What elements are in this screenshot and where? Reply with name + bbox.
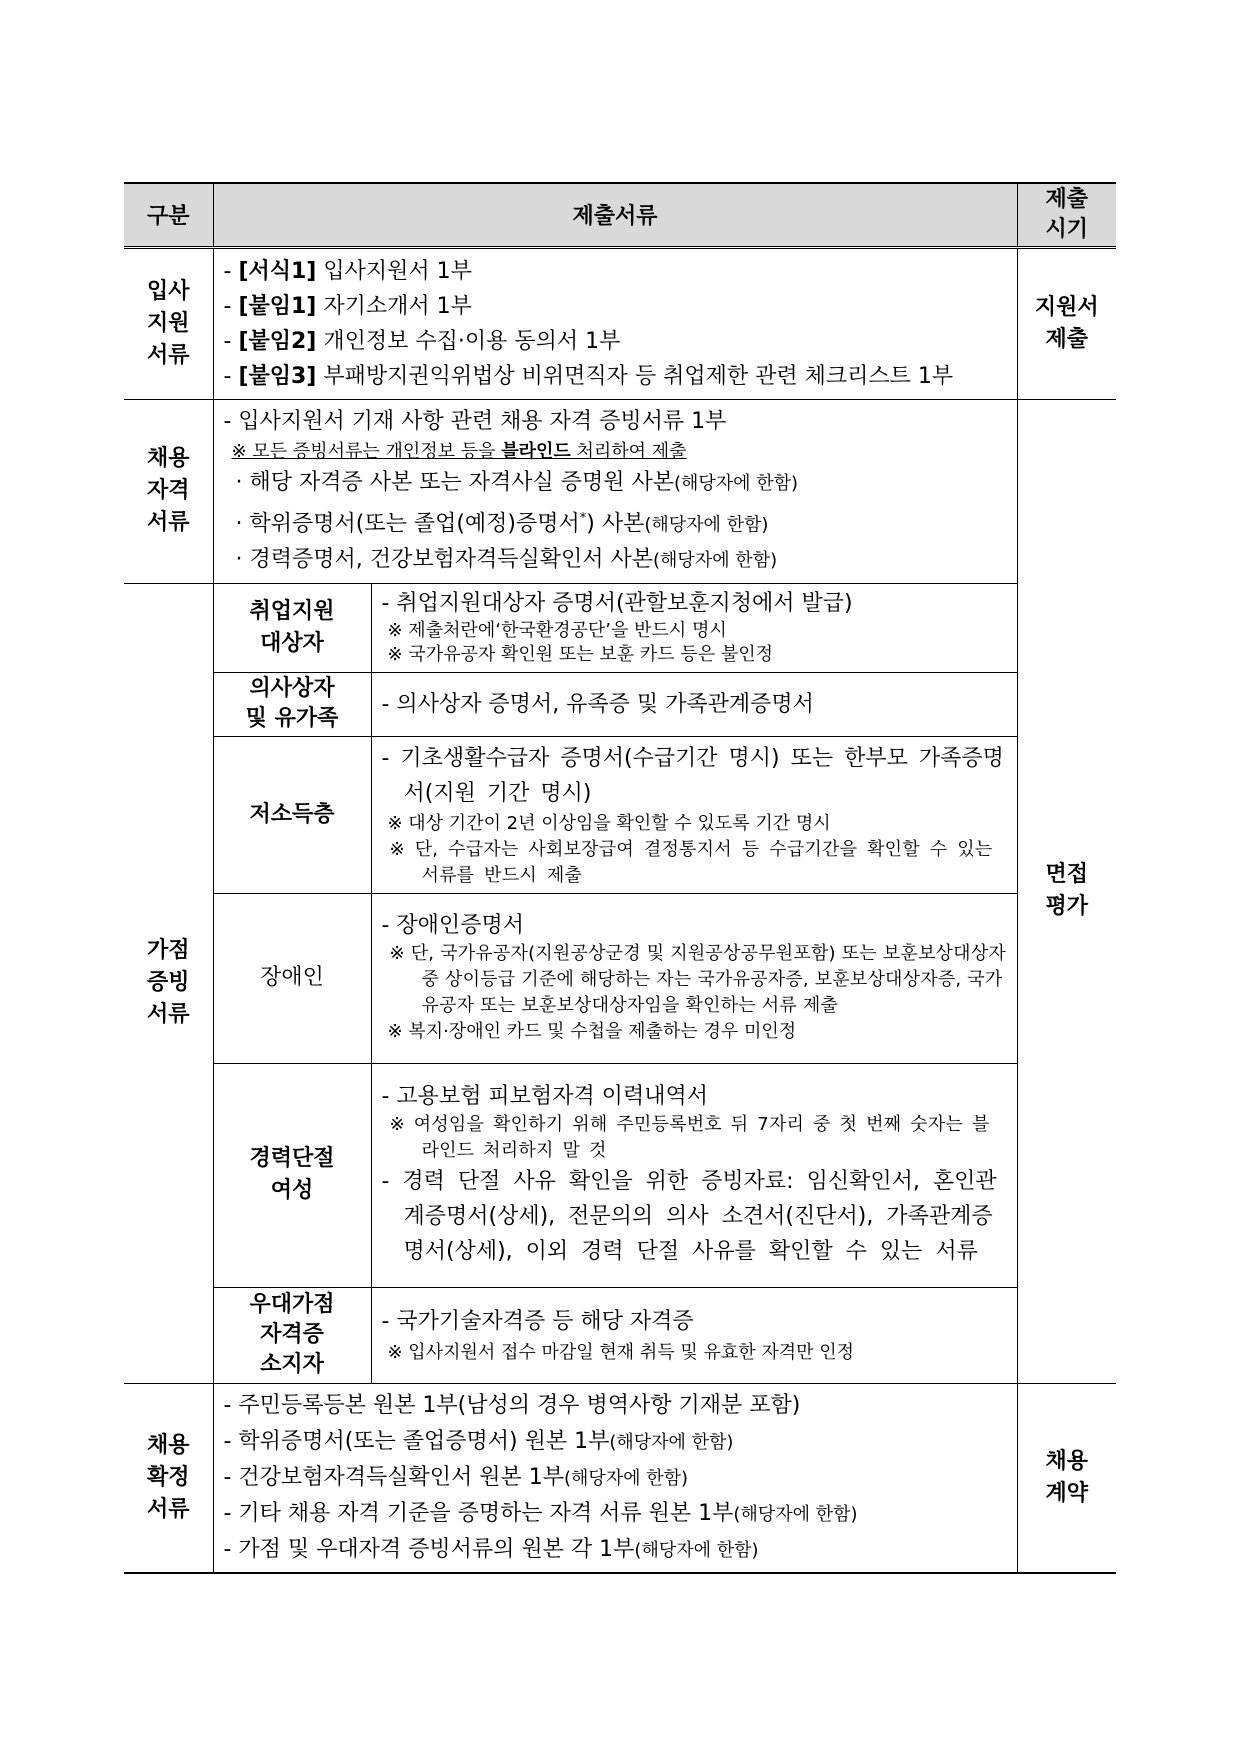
list-item: - 주민등록등본 원본 1부(남성의 경우 병역사항 기재분 포함) <box>223 1392 801 1418</box>
list-item: - 건강보험자격득실확인서 원본 1부(해당자에 한함) <box>223 1464 689 1490</box>
timing-application: 지원서 제출 <box>1017 247 1116 399</box>
table-row <box>124 1287 1116 1383</box>
application-docs <box>213 247 1017 399</box>
list-item: · 경력증명서, 건강보험자격득실확인서 사본(해당자에 한함) <box>235 547 778 573</box>
table-row <box>124 1063 1116 1287</box>
subcat-employment-support: 취업지원 대상자 <box>213 583 371 672</box>
table-row <box>124 247 1116 399</box>
table-row <box>124 583 1116 672</box>
list-item: - [서식1] 입사지원서 1부 <box>223 258 472 284</box>
subcat-career-break: 경력단절 여성 <box>213 1063 371 1287</box>
list-item: - 취업지원대상자 증명서(관할보훈지청에서 발급) <box>381 590 853 616</box>
category-bonus: 가점 증빙 서류 <box>124 583 213 1383</box>
table-row <box>124 672 1116 736</box>
list-item: - [붙임1] 자기소개서 1부 <box>223 293 472 319</box>
list-item: - 입사지원서 기재 사항 관련 채용 자격 증빙서류 1부 <box>223 408 727 434</box>
header-timing: 제출 시기 <box>1017 183 1116 247</box>
table-row <box>124 736 1116 893</box>
header-documents: 제출서류 <box>213 183 1017 247</box>
note: ※ 여성임을 확인하기 위해 주민등록번호 뒤 7자리 중 첫 번째 숫자는 블라인드 처리하지 말 것 <box>389 1113 990 1161</box>
subcat-disabled: 장애인 <box>213 893 371 1063</box>
note: ※ 제출처란에‘한국환경공단’을 반드시 명시 <box>387 619 727 641</box>
table-header-row <box>124 183 1116 247</box>
list-item: - 기타 채용 자격 기준을 증명하는 자격 서류 원본 1부(해당자에 한함) <box>223 1500 858 1526</box>
list-item: - 기초생활수급자 증명서(수급기간 명시) 또는 한부모 가족증명서(지원 기간 명시) <box>381 745 1004 806</box>
category-qualification: 채용 자격 서류 <box>124 399 213 583</box>
note: ※ 대상 기간이 2년 이상임을 확인할 수 있도록 기간 명시 <box>387 812 831 834</box>
list-item: · 해당 자격증 사본 또는 자격사실 증명원 사본(해당자에 한함) <box>235 469 799 495</box>
disabled-docs <box>371 893 1017 1063</box>
table-row <box>124 893 1116 1063</box>
list-item: - [붙임3] 부패방지권익위법상 비위면직자 등 취업제한 관련 체크리스트 1부 <box>223 363 954 389</box>
note: ※ 입사지원서 접수 마감일 현재 취득 및 유효한 자격만 인정 <box>387 1341 854 1363</box>
martyr-docs <box>371 672 1017 736</box>
confirmation-docs <box>213 1383 1017 1573</box>
note: ※ 국가유공자 확인원 또는 보훈 카드 등은 불인정 <box>387 643 774 665</box>
category-confirmation: 채용 확정 서류 <box>124 1383 213 1573</box>
list-item: - 경력 단절 사유 확인을 위한 증빙자료: 임신확인서, 혼인관계증명서(상세), 전문의의 의사 소견서(진단서), 가족관계증명서(상세), 이외 경력 단절 사유를 확인할 수 있는 서류 <box>381 1168 997 1264</box>
note: ※ 단, 국가유공자(지원공상군경 및 지원공상공무원포함) 또는 보훈보상대상자 중 상이등급 기준에 해당하는 자는 국가유공자증, 보훈보상대상자증, 국가유공자 또는 보훈보상대상자임을 확인하는 서류 제출 <box>389 943 1006 1016</box>
header-category: 구분 <box>124 183 213 247</box>
low-income-docs <box>371 736 1017 893</box>
subcat-martyr: 의사상자 및 유가족 <box>213 672 371 736</box>
list-item: - 장애인증명서 <box>381 913 524 938</box>
list-item: - 고용보험 피보험자격 이력내역서 <box>381 1083 708 1109</box>
submission-documents-table <box>124 182 1116 1574</box>
list-item: · 학위증명서(또는 졸업(예정)증명서*) 사본(해당자에 한함) <box>235 510 769 537</box>
note: ※ 단, 수급자는 사회보장급여 결정통지서 등 수급기간을 확인할 수 있는 서류를 반드시 제출 <box>389 838 993 886</box>
timing-contract: 채용 계약 <box>1017 1383 1116 1573</box>
license-docs <box>371 1287 1017 1383</box>
timing-interview: 면접 평가 <box>1017 399 1116 1383</box>
subcat-low-income: 저소득층 <box>213 736 371 893</box>
category-application: 입사 지원 서류 <box>124 247 213 399</box>
list-item: - 국가기술자격증 등 해당 자격증 <box>381 1308 694 1334</box>
employment-support-docs <box>371 583 1017 672</box>
table-row <box>124 1383 1116 1573</box>
table-row <box>124 399 1116 583</box>
note: ※ 모든 증빙서류는 개인정보 등을 블라인드 처리하여 제출 <box>231 440 687 462</box>
list-item: - 가점 및 우대자격 증빙서류의 원본 각 1부(해당자에 한함) <box>223 1536 759 1562</box>
qualification-docs <box>213 399 1017 583</box>
list-item: - 학위증명서(또는 졸업증명서) 원본 1부(해당자에 한함) <box>223 1428 734 1454</box>
list-item: - 의사상자 증명서, 유족증 및 가족관계증명서 <box>381 691 814 717</box>
career-break-docs <box>371 1063 1017 1287</box>
subcat-license: 우대가점 자격증 소지자 <box>213 1287 371 1383</box>
list-item: - [붙임2] 개인정보 수집·이용 동의서 1부 <box>223 328 621 354</box>
note: ※ 복지·장애인 카드 및 수첩을 제출하는 경우 미인정 <box>387 1021 797 1042</box>
